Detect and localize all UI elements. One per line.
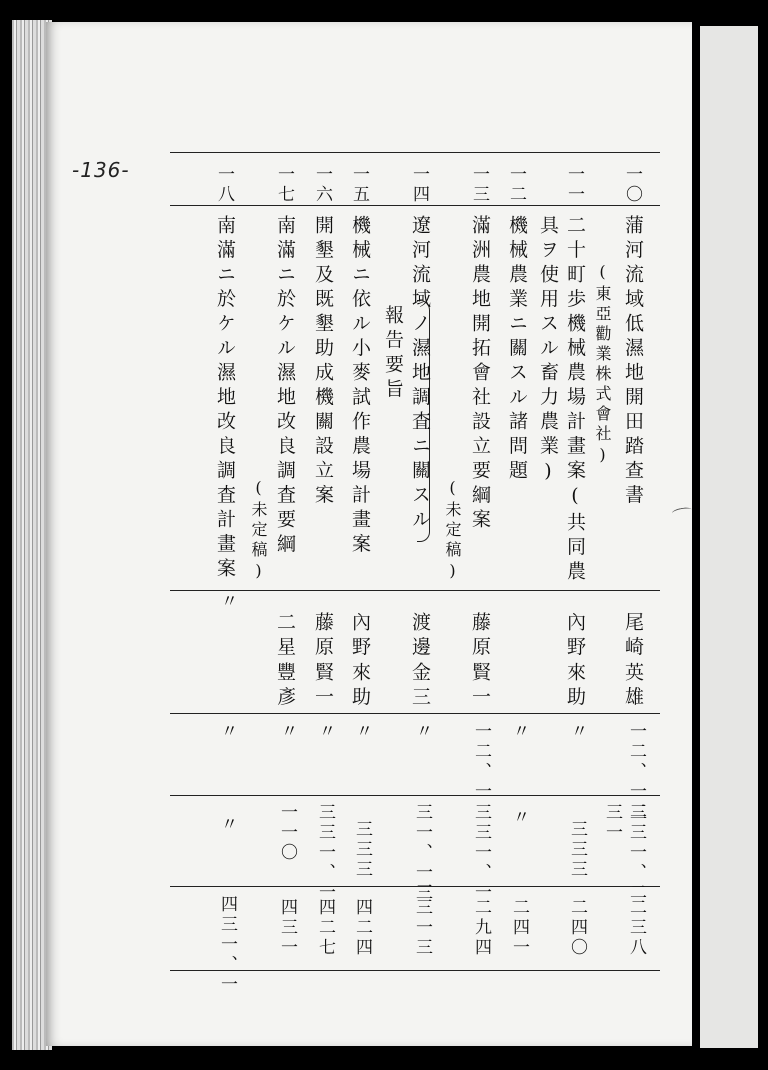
table-rule-header xyxy=(170,205,660,206)
row-date: 〃 xyxy=(412,722,432,742)
row-pages-c: 四三一、一 xyxy=(217,895,237,995)
row-number: 一四 xyxy=(409,165,429,205)
row-number: 一六 xyxy=(312,165,332,205)
row-pages-a: 三三一、一 xyxy=(471,803,491,903)
row-subtitle: 具ヲ使用スル畜力農業) xyxy=(537,215,559,488)
row-pages-a: 三三一、一 xyxy=(315,803,335,903)
row-author-surname: 藤原 xyxy=(469,612,491,661)
row-number: 一七 xyxy=(274,165,294,205)
row-author-given: 賢一 xyxy=(312,662,334,711)
row-pages-a: 一一〇 xyxy=(277,803,297,863)
row-author-given: 金三 xyxy=(409,662,431,711)
row-date: 〃 xyxy=(315,722,335,742)
row-subtitle: (未定稿) xyxy=(249,478,268,584)
row-pages-c: 二四〇 xyxy=(567,898,587,958)
row-pages-c: 四二四 xyxy=(352,898,372,958)
row-date: 〃 xyxy=(217,722,237,742)
row-date: 〃 xyxy=(509,722,529,742)
row-pages-a: 〃 xyxy=(217,815,237,835)
row-date: 〃 xyxy=(567,722,587,742)
row-pages-a: 三三三 xyxy=(567,820,587,880)
row-author-surname: 渡邊 xyxy=(409,612,431,661)
row-author-surname: 〃 xyxy=(217,592,237,612)
row-pages-a: 三一、一三 xyxy=(412,803,432,903)
row-date: 〃 xyxy=(277,722,297,742)
row-author-given: 英雄 xyxy=(622,662,644,711)
row-title: 機械農業ニ關スル諸問題 xyxy=(506,215,528,485)
row-author-given: 賢一 xyxy=(469,662,491,711)
row-pages-c: 四三一 xyxy=(277,898,297,958)
row-number: 一二 xyxy=(506,165,526,205)
row-title: 機械ニ依ル小麥試作農場計畫案 xyxy=(349,215,371,558)
row-pages-c: 二三八 xyxy=(626,898,646,958)
row-subtitle: 報告要旨 xyxy=(382,305,404,403)
facing-page-edge xyxy=(700,26,758,1048)
row-pages-a: 三三一、二 xyxy=(626,803,646,903)
table-rule-top xyxy=(170,152,660,153)
row-pages-b: 三一 xyxy=(602,803,622,843)
row-author-surname: 內野 xyxy=(349,612,371,661)
table-rule-author xyxy=(170,590,660,591)
row-title: 蒲河流域低濕地開田踏查書 xyxy=(622,215,644,509)
row-title: 開墾及既墾助成機關設立案 xyxy=(312,215,334,509)
row-title: 南滿ニ於ケル濕地改良調査要綱 xyxy=(274,215,296,558)
row-pages-c: 三一三 xyxy=(412,898,432,958)
row-date: 一二、一 xyxy=(471,722,491,802)
row-title: 遼河流域ノ濕地調査ニ關スル xyxy=(409,215,431,534)
row-author-given: 來助 xyxy=(564,662,586,711)
row-title: 滿洲農地開拓會社設立要綱案 xyxy=(469,215,491,534)
row-author-given: 來助 xyxy=(349,662,371,711)
row-author-surname: 藤原 xyxy=(312,612,334,661)
row-pages-c: 二九四 xyxy=(471,898,491,958)
row-subtitle: (東亞勸業株式會社) xyxy=(593,262,612,468)
row-number: 一五 xyxy=(349,165,369,205)
row-author-surname: 尾崎 xyxy=(622,612,644,661)
row-number: 一一 xyxy=(564,165,584,205)
row-author-surname: 二星 xyxy=(274,612,296,661)
table-rule-bottom xyxy=(170,970,660,971)
row-date: 〃 xyxy=(352,722,372,742)
row-number: 一〇 xyxy=(622,165,642,205)
row-author-given: 豐彥 xyxy=(274,662,296,711)
row-pages-a: 三三三 xyxy=(352,820,372,880)
row-date: 一二、一二 xyxy=(626,722,646,822)
table-rule-date xyxy=(170,713,660,714)
row-title: 南滿ニ於ケル濕地改良調査計畫案 xyxy=(214,215,236,583)
page-number: -136- xyxy=(72,158,130,182)
row-number: 一三 xyxy=(469,165,489,205)
row-number: 一八 xyxy=(214,165,234,205)
row-title: 二十町歩機械農場計畫案(共同農 xyxy=(564,215,586,586)
table-rule-pages xyxy=(170,795,660,796)
row-pages-a: 〃 xyxy=(509,808,529,828)
row-pages-c: 二四一 xyxy=(509,898,529,958)
row-subtitle: (未定稿) xyxy=(443,478,462,584)
row-author-surname: 內野 xyxy=(564,612,586,661)
row-pages-c: 四二七 xyxy=(315,898,335,958)
